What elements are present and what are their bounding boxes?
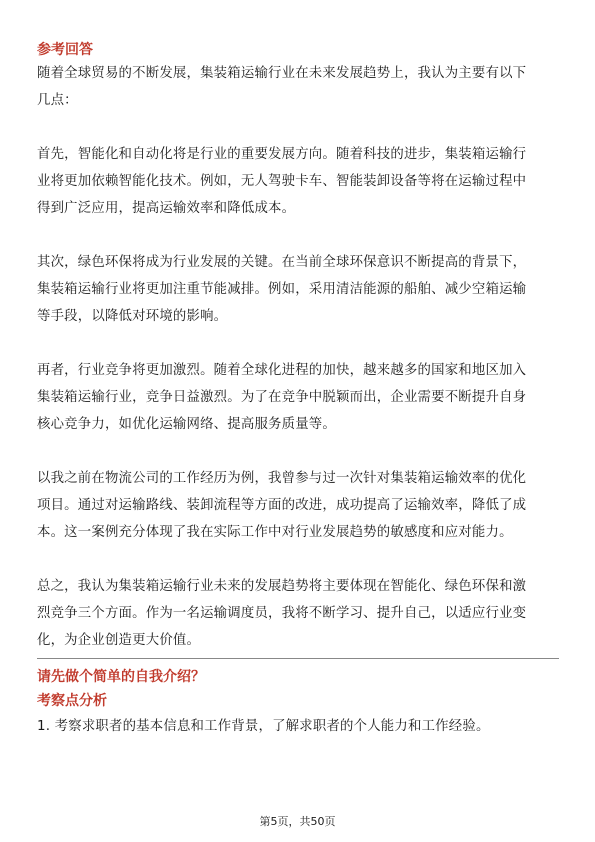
paragraph-line: 其次，绿色环保将成为行业发展的关键。在当前全球环保意识不断提高的背景下， (37, 255, 527, 270)
paragraph-line: 业将更加依赖智能化技术。例如，无人驾驶卡车、智能装卸设备等将在运输过程中 (37, 174, 527, 189)
paragraph-line: 项目。通过对运输路线、装卸流程等方面的改进，成功提高了运输效率，降低了成 (37, 498, 527, 513)
paragraph-first (37, 141, 559, 222)
paragraph-line: 首先，智能化和自动化将是行业的重要发展方向。随着科技的进步，集装箱运输行 (37, 147, 527, 162)
analysis-line: 1. 考察求职者的基本信息和工作背景，了解求职者的个人能力和工作经验。 (37, 719, 490, 734)
page-footer: 第5页，共50页 (259, 815, 336, 828)
paragraph-line: 再者，行业竞争将更加激烈。随着全球化进程的加快，越来越多的国家和地区加入 (37, 363, 527, 378)
paragraph-line: 集装箱运输行业，竞争日益激烈。为了在竞争中脱颖而出，企业需要不断提升自身 (37, 390, 527, 405)
section-divider (37, 658, 559, 659)
next-question: 请先做个简单的自我介绍？ (37, 669, 205, 685)
paragraph-line: 得到广泛应用，提高运输效率和降低成本。 (37, 201, 296, 216)
paragraph-line: 核心竞争力，如优化运输网络、提高服务质量等。 (37, 417, 336, 432)
paragraph-line: 化，为企业创造更大价值。 (37, 633, 201, 648)
paragraph-line: 以我之前在物流公司的工作经历为例，我曾参与过一次针对集装箱运输效率的优化 (37, 471, 527, 486)
document-page (37, 40, 559, 740)
paragraph-second (37, 249, 559, 330)
paragraph-conclusion (37, 573, 559, 654)
section-title: 参考回答 (37, 42, 93, 58)
paragraph-line: 烈竞争三个方面。作为一名运输调度员，我将不断学习、提升自己，以适应行业变 (37, 606, 527, 621)
intro-paragraph (37, 60, 559, 114)
paragraph-third (37, 357, 559, 438)
paragraph-line: 集装箱运输行业将更加注重节能减排。例如，采用清洁能源的船舶、减少空箱运输 (37, 282, 527, 297)
paragraph-line: 总之，我认为集装箱运输行业未来的发展趋势将主要体现在智能化、绿色环保和激 (37, 579, 527, 594)
paragraph-example (37, 465, 559, 546)
paragraph-line: 本。这一案例充分体现了我在实际工作中对行业发展趋势的敏感度和应对能力。 (37, 525, 513, 540)
analysis-title: 考察点分析 (37, 693, 107, 709)
intro-line: 随着全球贸易的不断发展，集装箱运输行业在未来发展趋势上，我认为主要有以下 (37, 66, 527, 81)
intro-line: 几点： (37, 93, 78, 108)
paragraph-line: 等手段，以降低对环境的影响。 (37, 309, 228, 324)
